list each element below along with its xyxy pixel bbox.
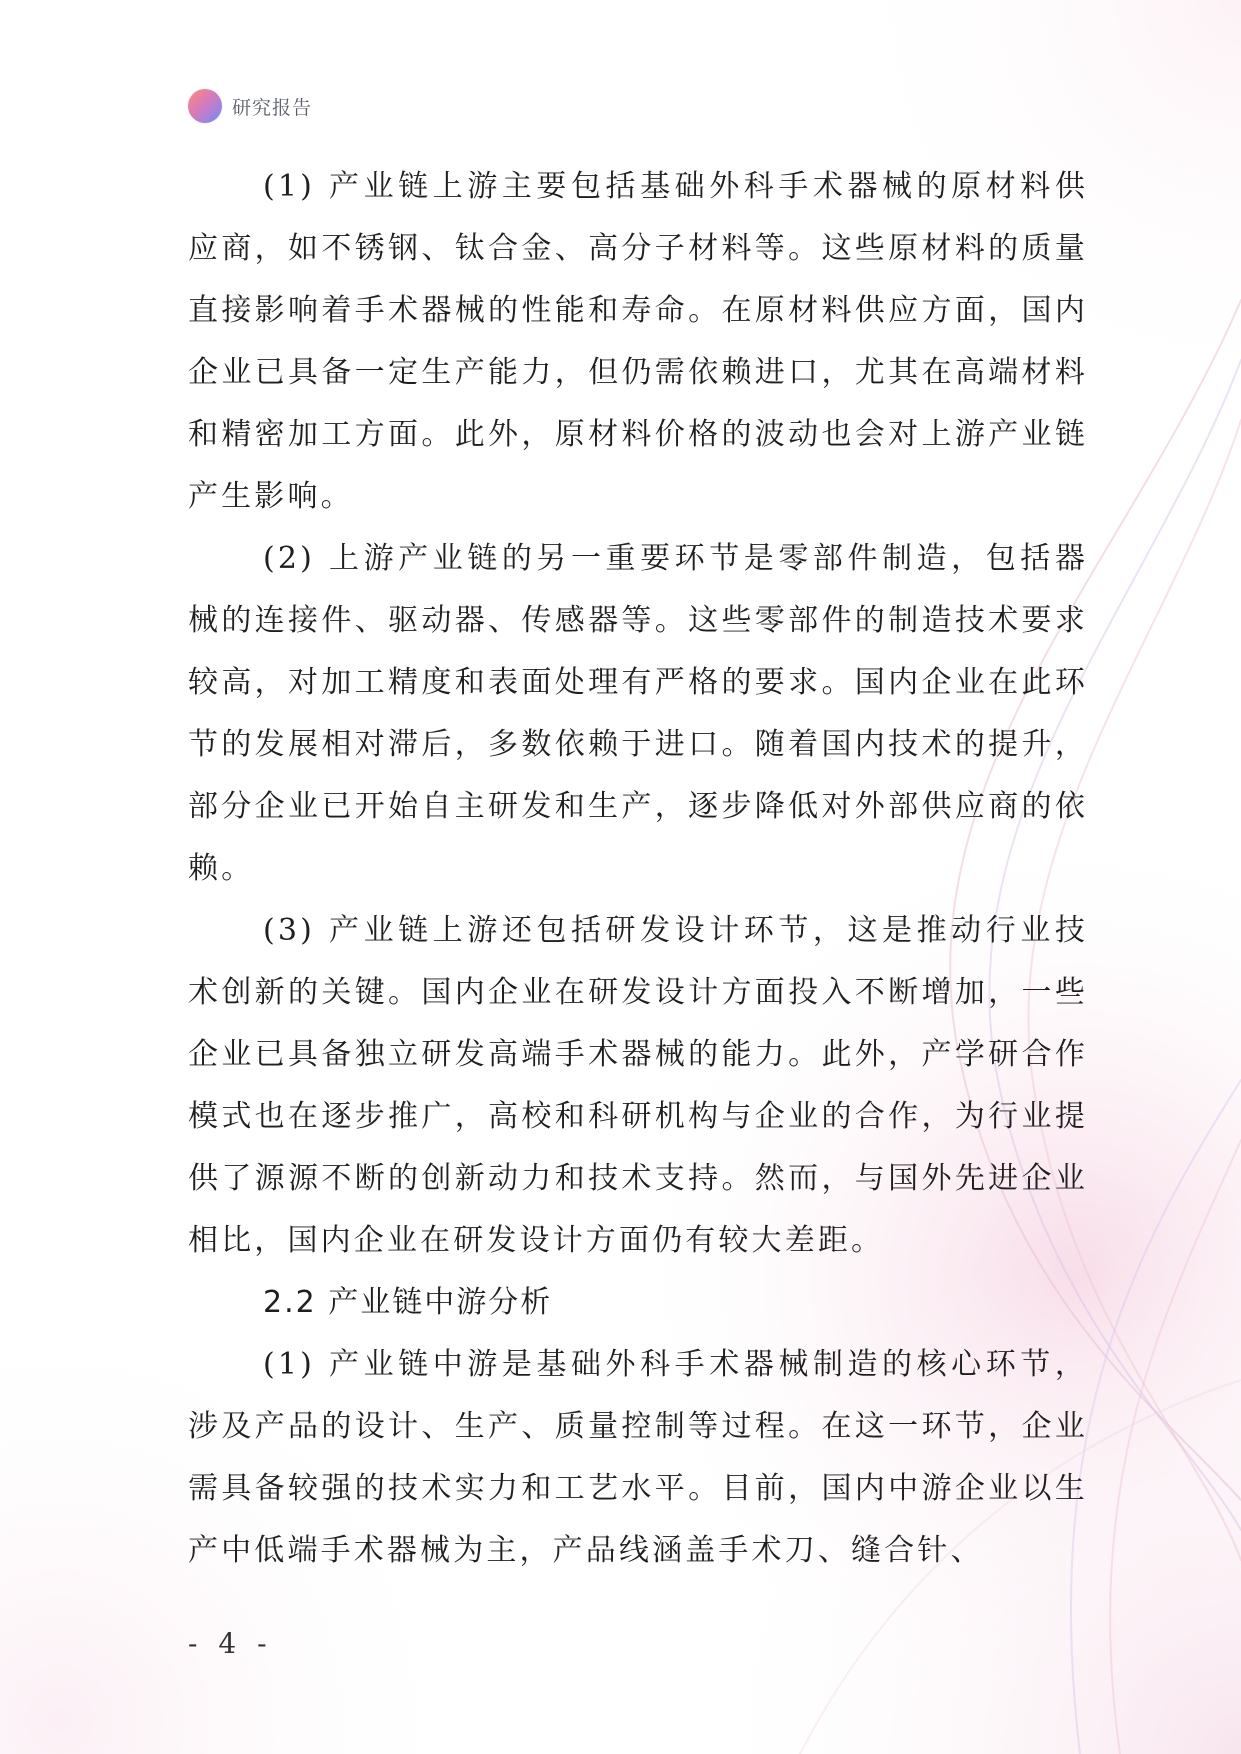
- paragraph-upstream-2: (2) 上游产业链的另一重要环节是零部件制造，包括器械的连接件、驱动器、传感器等。这些零部件的制造技术要求较高，对加工精度和表面处理有严格的要求。国内企业在此环节的发展相对滞后，多数依赖于进口。随着国内技术的提升，部分企业已开始自主研发和生产，逐步降低对外部供应商的依赖。: [188, 541, 1088, 886]
- page-header: [188, 88, 312, 124]
- paragraph-upstream-3: (3) 产业链上游还包括研发设计环节，这是推动行业技术创新的关键。国内企业在研发设计方面投入不断增加，一些企业已具备独立研发高端手术器械的能力。此外，产学研合作模式也在逐步推广，高校和科研机构与企业的合作，为行业提供了源源不断的创新动力和技术支持。然而，与国外先进企业相比，国内企业在研发设计方面仍有较大差距。: [188, 913, 1088, 1258]
- paragraph-midstream-1: (1) 产业链中游是基础外科手术器械制造的核心环节，涉及产品的设计、生产、质量控制等过程。在这一环节，企业需具备较强的技术实力和工艺水平。目前，国内中游企业以生产中低端手术器械为主，产品线涵盖手术刀、缝合针、: [188, 1347, 1088, 1568]
- report-logo-icon: [188, 89, 222, 123]
- section-heading: 2.2 产业链中游分析: [263, 1285, 553, 1320]
- page-number: - 4 -: [188, 1627, 273, 1660]
- document-body: [188, 156, 1088, 1582]
- header-label: 研究报告: [232, 96, 313, 119]
- paragraph-upstream-1: (1) 产业链上游主要包括基础外科手术器械的原材料供应商，如不锈钢、钛合金、高分子材料等。这些原材料的质量直接影响着手术器械的性能和寿命。在原材料供应方面，国内企业已具备一定生产能力，但仍需依赖进口，尤其在高端材料和精密加工方面。此外，原材料价格的波动也会对上游产业链产生影响。: [188, 169, 1088, 514]
